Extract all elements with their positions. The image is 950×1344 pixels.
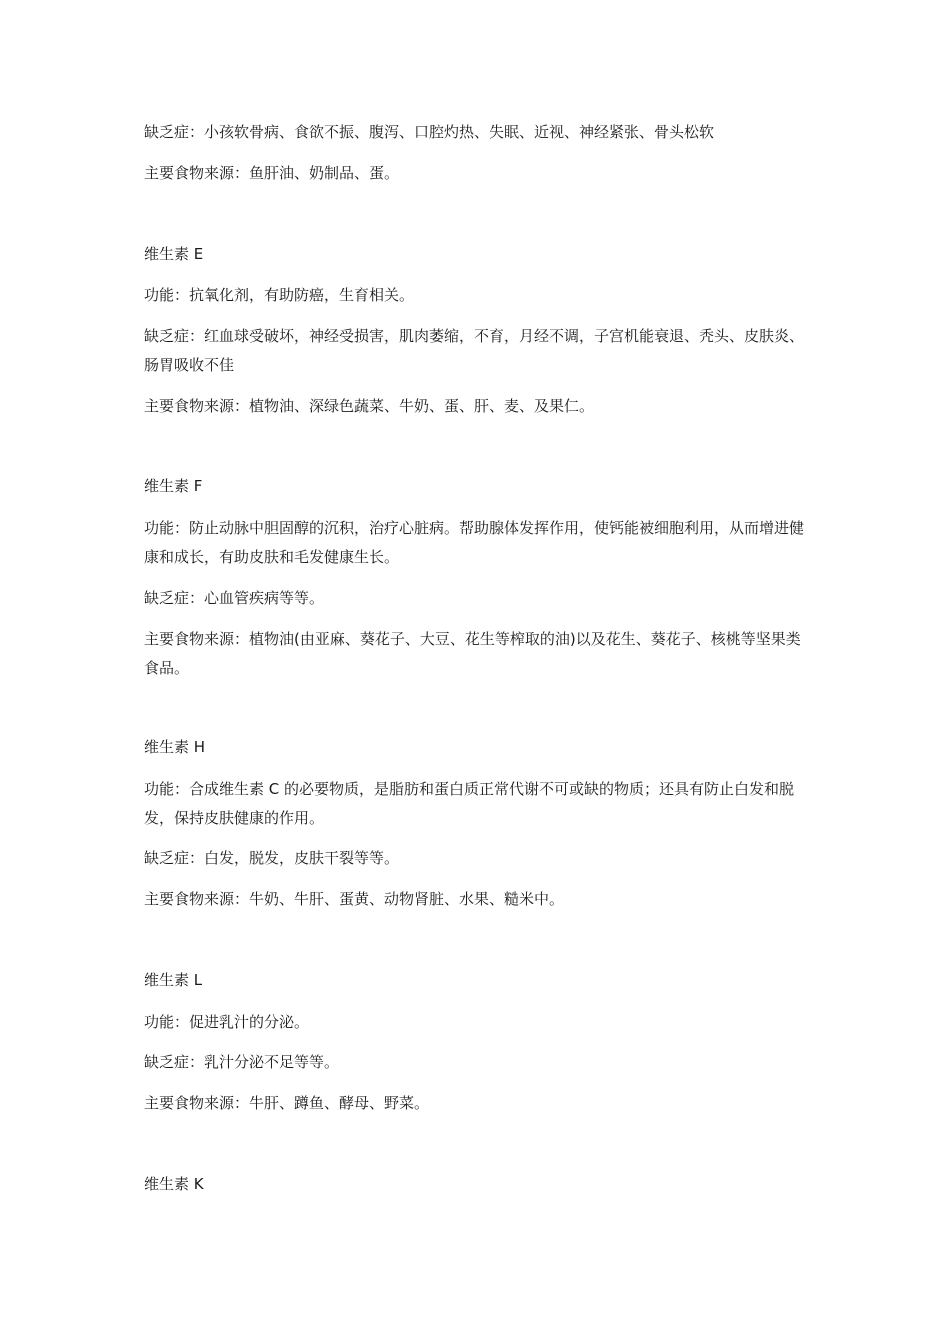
vitamin-e-heading: 维生素 E (144, 245, 204, 263)
vitamin-h-food-sources: 主要食物来源：牛奶、牛肝、蛋黄、动物肾脏、水果、糙米中。 (144, 890, 565, 908)
vitamin-d-food-sources: 主要食物来源：鱼肝油、奶制品、蛋。 (144, 164, 400, 182)
vitamin-f-deficiency: 缺乏症：心血管疾病等等。 (144, 589, 325, 607)
vitamin-h-heading: 维生素 H (144, 738, 206, 756)
vitamin-l-function: 功能：促进乳汁的分泌。 (144, 1013, 310, 1031)
vitamin-h-deficiency: 缺乏症：白发，脱发，皮肤干裂等等。 (144, 849, 400, 867)
vitamin-f-heading: 维生素 F (144, 477, 203, 495)
vitamin-e-deficiency: 缺乏症：红血球受破坏，神经受损害，肌肉萎缩，不育，月经不调，子宫机能衰退、秃头、皮肤炎、肠胃吸收不佳 (144, 327, 805, 374)
vitamin-l-deficiency: 缺乏症：乳汁分泌不足等等。 (144, 1053, 340, 1071)
vitamin-l-heading: 维生素 L (144, 971, 203, 989)
vitamin-h-function: 功能：合成维生素 C 的必要物质，是脂肪和蛋白质正常代谢不可或缺的物质；还具有防止白发和脱发，保持皮肤健康的作用。 (144, 780, 795, 827)
vitamin-e-food-sources: 主要食物来源：植物油、深绿色蔬菜、牛奶、蛋、肝、麦、及果仁。 (144, 397, 595, 415)
vitamin-f-food-sources: 主要食物来源：植物油(由亚麻、葵花子、大豆、花生等榨取的油)以及花生、葵花子、核桃等坚果类食品。 (144, 630, 801, 677)
vitamin-f-function: 功能：防止动脉中胆固醇的沉积，治疗心脏病。帮助腺体发挥作用，使钙能被细胞利用，从而增进健康和成长，有助皮肤和毛发健康生长。 (144, 519, 805, 566)
vitamin-d-deficiency: 缺乏症：小孩软骨病、食欲不振、腹泻、口腔灼热、失眠、近视、神经紧张、骨头松软 (144, 123, 715, 141)
vitamin-l-food-sources: 主要食物来源：牛肝、蹲鱼、酵母、野菜。 (144, 1094, 430, 1112)
vitamin-k-heading: 维生素 K (144, 1175, 204, 1193)
vitamin-e-function: 功能：抗氧化剂，有助防癌，生育相关。 (144, 286, 415, 304)
